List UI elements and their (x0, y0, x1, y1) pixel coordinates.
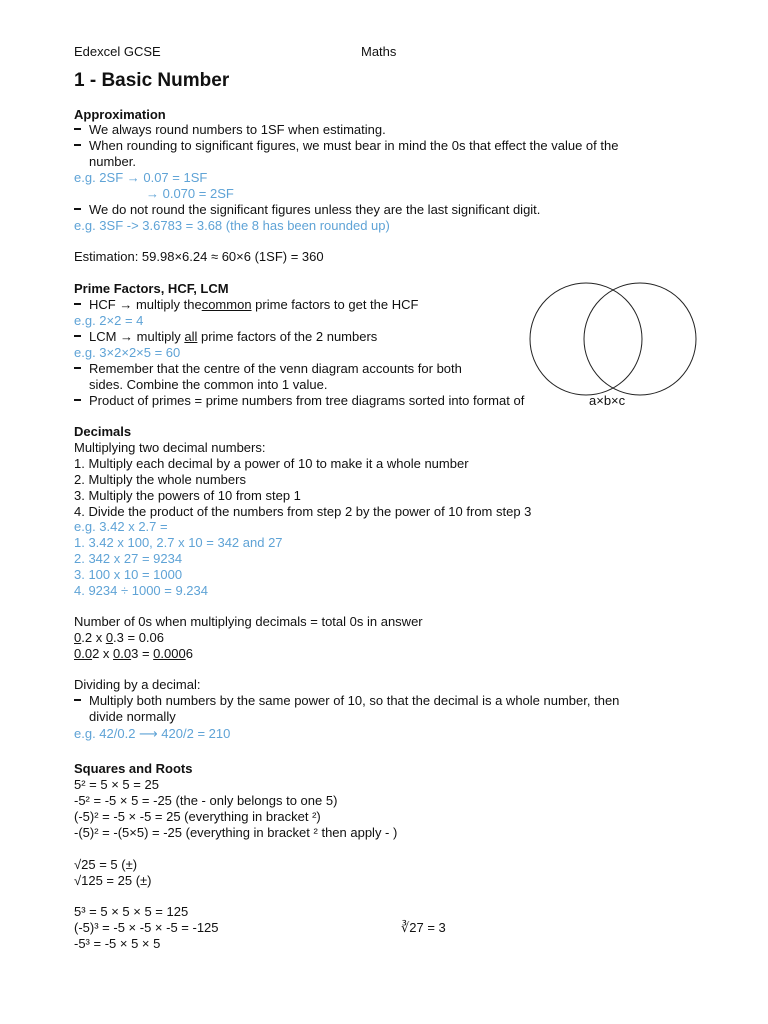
header-subject: Maths (361, 44, 397, 59)
decimals-step-4: 4. Divide the product of the numbers from step 2 by the power of 10 from step 3 (74, 504, 532, 519)
prime-heading: Prime Factors, HCF, LCM (74, 281, 229, 296)
cube-line-2: (-5)³ = -5 × -5 × -5 = -125 (74, 920, 219, 935)
cube-root-line: ∛27 = 3 (401, 920, 446, 935)
bullet-dash (74, 367, 81, 369)
approximation-example-1: e.g. 2SF → 0.07 = 1SF (74, 170, 208, 185)
bullet-dash (74, 128, 81, 130)
cube-line-3: -5³ = -5 × 5 × 5 (74, 936, 161, 951)
bullet-dash (74, 335, 81, 337)
cube-line-1: 5³ = 5 × 5 × 5 = 125 (74, 904, 189, 919)
decimals-heading: Decimals (74, 424, 132, 439)
decimals-step-3: 3. Multiply the powers of 10 from step 1 (74, 488, 301, 503)
dividing-heading: Dividing by a decimal: (74, 677, 201, 692)
approximation-bullet-2-cont: number. (89, 154, 136, 169)
page-title: 1 - Basic Number (74, 70, 230, 91)
root-line-1: √25 = 5 (±) (74, 857, 138, 872)
squares-heading: Squares and Roots (74, 761, 193, 776)
decimals-intro: Multiplying two decimal numbers: (74, 440, 266, 455)
dividing-bullet: Multiply both numbers by the same power of 10, so that the decimal is a whole number, then (89, 693, 620, 708)
decimals-step-2: 2. Multiply the whole numbers (74, 472, 246, 487)
prime-bullet-product: Product of primes = prime numbers from tree diagrams sorted into format of (89, 393, 525, 408)
product-format: a×b×c (589, 393, 626, 408)
prime-example-lcm: e.g. 3×2×2×5 = 60 (74, 345, 181, 360)
approximation-heading: Approximation (74, 107, 166, 122)
prime-bullet-venn-cont: sides. Combine the common into 1 value. (89, 377, 328, 392)
venn-diagram (526, 282, 698, 402)
estimation-line: Estimation: 59.98×6.24 ≈ 60×6 (1SF) = 360 (74, 249, 324, 264)
approximation-example-2: e.g. 3SF -> 3.6783 = 3.68 (the 8 has been rounded up) (74, 218, 390, 233)
decimals-example-title: e.g. 3.42 x 2.7 = (74, 519, 168, 534)
prime-bullet-lcm: LCM → multiply all prime factors of the 2 numbers (89, 329, 378, 344)
venn-right-circle (584, 283, 696, 395)
header-course: Edexcel GCSE (74, 44, 161, 59)
venn-left-circle (530, 283, 642, 395)
underlined-word: common (201, 297, 252, 312)
approximation-bullet-2: When rounding to significant figures, we must bear in mind the 0s that effect the value of the (89, 138, 619, 153)
approximation-example-1-cont: → 0.070 = 2SF (146, 186, 234, 201)
prime-bullet-venn: Remember that the centre of the venn diagram accounts for both (89, 361, 462, 376)
squares-line-3: (-5)² = -5 × -5 = 25 (everything in bracket ²) (74, 809, 321, 824)
squares-line-1: 5² = 5 × 5 = 25 (74, 777, 159, 792)
decimals-example-step-3: 3. 100 x 10 = 1000 (74, 567, 183, 582)
decimals-step-1: 1. Multiply each decimal by a power of 10 to make it a whole number (74, 456, 469, 471)
bullet-dash (74, 144, 81, 146)
prime-example-hcf: e.g. 2×2 = 4 (74, 313, 144, 328)
bullet-dash (74, 399, 81, 401)
zeros-example-1: 0.2 x 0.3 = 0.06 (74, 630, 165, 645)
bullet-dash (74, 303, 81, 305)
squares-line-2: -5² = -5 × 5 = -25 (the - only belongs to one 5) (74, 793, 338, 808)
decimals-example-step-1: 1. 3.42 x 100, 2.7 x 10 = 342 and 27 (74, 535, 283, 550)
approximation-bullet-1: We always round numbers to 1SF when estimating. (89, 122, 386, 137)
zeros-rule: Number of 0s when multiplying decimals = total 0s in answer (74, 614, 423, 629)
bullet-dash (74, 699, 81, 701)
approximation-bullet-3: We do not round the significant figures unless they are the last significant digit. (89, 202, 541, 217)
root-line-2: √125 = 25 (±) (74, 873, 152, 888)
squares-line-4: -(5)² = -(5×5) = -25 (everything in bracket ² then apply - ) (74, 825, 398, 840)
zeros-example-2: 0.02 x 0.03 = 0.0006 (74, 646, 193, 661)
prime-bullet-hcf: HCF → multiply thecommon prime factors to get the HCF (89, 297, 419, 312)
dividing-bullet-cont: divide normally (89, 709, 176, 724)
underlined-word: all (184, 329, 198, 344)
decimals-example-step-4: 4. 9234 ÷ 1000 = 9.234 (74, 583, 208, 598)
bullet-dash (74, 208, 81, 210)
dividing-example: e.g. 42/0.2 ⟶ 420/2 = 210 (74, 726, 231, 741)
decimals-example-step-2: 2. 342 x 27 = 9234 (74, 551, 183, 566)
